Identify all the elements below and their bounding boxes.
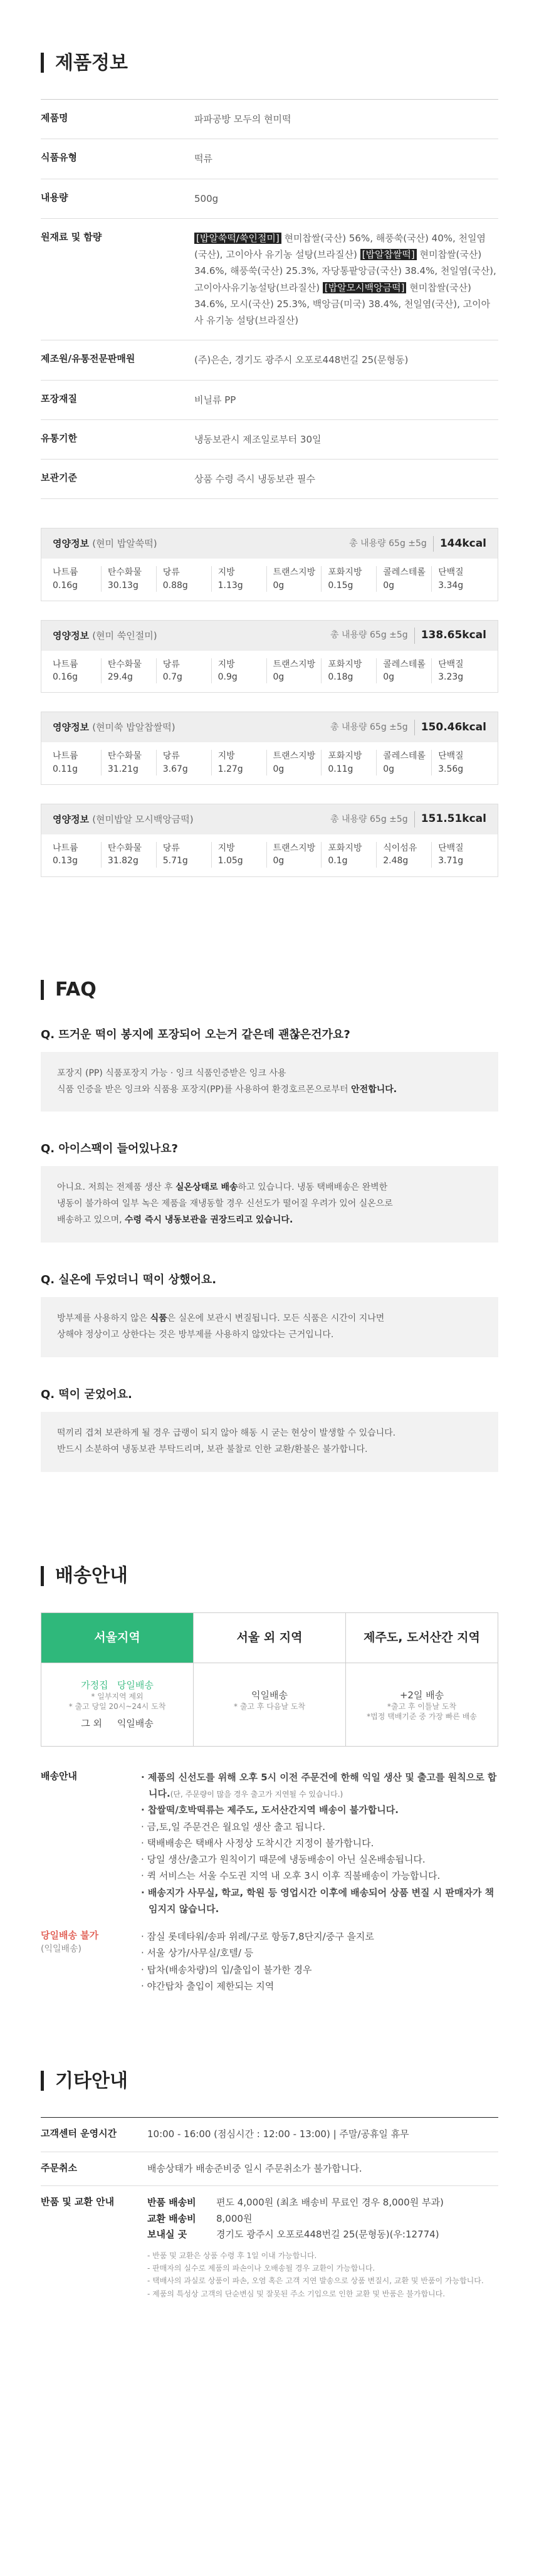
nutrient-cell <box>321 566 376 592</box>
nutrient-value: 0.15g <box>328 580 353 591</box>
note-line: - 판매자의 실수로 제품의 파손이나 오배송될 경우 교환이 가능합니다. <box>147 2263 375 2273</box>
nutrient-cell <box>431 566 486 592</box>
nutrient-cell <box>431 658 486 684</box>
nutrition-header <box>41 528 498 559</box>
nutrient-name: 단백질 <box>438 567 464 578</box>
row-label: 제품명 <box>41 112 68 124</box>
faq-item <box>41 1386 498 1472</box>
nutrient-cell <box>321 842 376 868</box>
nutrient-value: 1.05g <box>217 856 243 866</box>
answer-text: 방부제를 사용하지 않은 <box>57 1313 150 1324</box>
nutrient-name: 나트륨 <box>53 567 78 578</box>
kcal-value: 144kcal <box>433 536 486 552</box>
nutrient-name: 지방 <box>217 567 235 578</box>
row-label: 제조원/유통전문판매원 <box>41 353 135 365</box>
return-value: 8,000원 <box>216 2212 253 2224</box>
nutrition-label: 영양정보 <box>53 538 89 549</box>
section-title <box>41 50 498 75</box>
title-bar <box>41 2071 44 2091</box>
nutrient-name: 지방 <box>217 843 235 854</box>
shipping-col-head: 서울 외 지역 <box>194 1613 345 1663</box>
nutrition-title <box>53 537 157 551</box>
total-amount: 총 내용량 65g ±5g <box>330 814 408 824</box>
section-title <box>41 2068 498 2093</box>
shipping-note: * 출고 후 다음날 도착 <box>234 1702 305 1711</box>
nutrient-name: 단백질 <box>438 659 464 670</box>
nutrient-cell <box>156 566 211 592</box>
nutrient-cell <box>101 658 156 684</box>
nutrient-value: 3.71g <box>438 856 464 866</box>
table-row <box>41 2152 498 2187</box>
row-label: 식품유형 <box>41 152 77 164</box>
answer-line <box>57 1311 482 1327</box>
return-value: 경기도 광주시 오포로448번길 25(문형동)(우:12774) <box>216 2229 439 2241</box>
nutrient-name: 식이섬유 <box>383 843 417 854</box>
nutrient-name: 탄수화물 <box>107 659 142 670</box>
nutrient-value: 0.16g <box>53 672 78 683</box>
ingredient-text: 현미찹쌀(국산) 34.6%, 해풍쑥(국산) 25.3%, 자당통팥앙금(국산) 38.4%, 천일염(국산), 고이아사유기농설탕(브라질산) <box>194 249 496 293</box>
nutrition-product: (현미 밥알쑥떡) <box>92 538 157 549</box>
ingredient-text: 현미찹쌀(국산) 56%, 해풍쑥(국산) 40%, 천일염(국산), 고이아사 유기농 설탕(브라질산) <box>194 232 486 260</box>
row-value: 배송상태가 배송준비중 일시 주문취소가 불가합니다. <box>147 2162 362 2174</box>
shipping-method: 익일배송 <box>117 1718 154 1730</box>
nutrient-cell <box>376 566 431 592</box>
shipping-note: *법정 택배기준 중 가장 빠른 배송 <box>367 1711 477 1721</box>
nutrient-value: 0g <box>273 672 285 683</box>
answer-line: 상해야 정상이고 상한다는 것은 방부제를 사용하지 않았다는 근거입니다. <box>57 1329 334 1340</box>
row-value: (주)은손, 경기도 광주시 오포로448번길 25(문형동) <box>194 354 409 366</box>
list-item: · 서울 상가/사무실/호텔/ 등 <box>141 1947 254 1959</box>
section-title <box>41 1564 498 1589</box>
nutrient-value: 1.27g <box>217 764 243 774</box>
row-label: 원재료 및 함량 <box>41 231 102 243</box>
answer-line: 포장지 (PP) 식품포장지 가능 · 잉크 식품인증받은 잉크 사용 <box>57 1068 286 1078</box>
shipping-type: 가정집 <box>81 1679 108 1691</box>
answer-line: 냉동이 불가하여 일부 녹은 제품을 재냉동할 경우 신선도가 떨어질 우려가 있어 실온으로 <box>57 1199 393 1209</box>
nutrient-value: 0.11g <box>53 764 78 774</box>
faq-question: Q. 뜨거운 떡이 봉지에 포장되어 오는거 같은데 괜찮은건가요? <box>41 1028 350 1041</box>
faq-item <box>41 1026 498 1112</box>
faq-answer <box>41 1297 498 1357</box>
nutrition-box <box>41 712 498 785</box>
shipping-info <box>41 1769 498 1994</box>
title-bar <box>41 980 44 1000</box>
nutrient-name: 콜레스테롤 <box>383 567 426 578</box>
nutrient-cell <box>53 566 101 592</box>
answer-line: 반드시 소분하여 냉동보관 부탁드리며, 보관 불찰로 인한 교환/환불은 불가합니다. <box>57 1444 368 1454</box>
faq-title: FAQ <box>55 979 97 1001</box>
note-line: - 반품 및 교환은 상품 수령 후 1일 이내 가능합니다. <box>147 2251 317 2260</box>
title-bar <box>41 53 44 73</box>
nutrition-product: (현미밥알 모시백앙금떡) <box>92 813 194 825</box>
nutrient-cell <box>266 658 322 684</box>
same-day-label: 당일배송 불가 <box>41 1930 99 1942</box>
shipping-col-body <box>194 1663 345 1727</box>
answer-text: 아니요. 저희는 전제품 생산 후 <box>57 1182 175 1193</box>
nutrient-name: 포화지방 <box>328 567 362 578</box>
faq-question: Q. 실온에 두었더니 떡이 상했어요. <box>41 1273 217 1287</box>
nutrition-header <box>41 621 498 651</box>
nutrient-value: 0.88g <box>162 580 188 591</box>
nutrient-cell <box>431 750 486 775</box>
nutrient-cell <box>376 658 431 684</box>
shipping-method: 당일배송 <box>117 1679 154 1691</box>
total-amount: 총 내용량 65g ±5g <box>330 722 408 732</box>
row-value: 500g <box>194 192 219 204</box>
section-title <box>41 977 498 1002</box>
nutrition-header <box>41 712 498 742</box>
answer-line <box>57 1212 482 1229</box>
nutrient-value: 0g <box>383 764 395 774</box>
answer-emphasis: 수령 즉시 냉동보관을 권장드리고 있습니다. <box>125 1215 293 1226</box>
row-value: 10:00 - 16:00 (점심시간 : 12:00 - 13:00) | 주말/공휴일 휴무 <box>147 2128 409 2140</box>
nutrient-name: 탄수화물 <box>107 567 142 578</box>
nutrient-name: 지방 <box>217 751 235 762</box>
nutrient-value: 2.48g <box>383 856 409 866</box>
info-label: 배송안내 <box>41 1770 77 1782</box>
answer-line <box>57 1082 482 1098</box>
nutrition-grid <box>41 559 498 601</box>
shipping-line <box>48 1716 187 1731</box>
return-line <box>147 2211 498 2227</box>
answer-emphasis: 안전합니다. <box>351 1084 397 1095</box>
nutrient-name: 나트륨 <box>53 751 78 762</box>
return-line <box>147 2195 498 2211</box>
nutrient-cell <box>101 842 156 868</box>
nutrient-name: 콜레스테롤 <box>383 659 426 670</box>
table-row <box>41 2186 498 2309</box>
title-bar <box>41 1566 44 1586</box>
nutrient-value: 3.34g <box>438 580 464 591</box>
nutrient-cell <box>266 750 322 775</box>
row-value: 파파공방 모두의 현미떡 <box>194 113 291 125</box>
row-label: 반품 및 교환 안내 <box>41 2196 115 2208</box>
nutrient-value: 0g <box>273 856 285 866</box>
nutrient-value: 0.11g <box>328 764 353 774</box>
faq-question: Q. 떡이 굳었어요. <box>41 1387 132 1401</box>
nutrient-name: 탄수화물 <box>107 843 142 854</box>
list-item <box>141 1769 498 1802</box>
nutrient-cell <box>156 750 211 775</box>
ingredients-value <box>194 230 498 329</box>
faq-item <box>41 1140 498 1243</box>
nutrient-value: 0g <box>273 580 285 591</box>
list-item <box>141 1802 498 1818</box>
nutrition-grid <box>41 651 498 693</box>
shipping-section <box>0 1501 539 1994</box>
nutrient-name: 트랜스지방 <box>273 567 316 578</box>
nutrient-cell <box>376 842 431 868</box>
answer-text: 은 실온에 보관시 변질됩니다. 모든 식품은 시간이 지나면 <box>167 1313 385 1324</box>
nutrition-label: 영양정보 <box>53 813 89 825</box>
faq-answer <box>41 1166 498 1243</box>
nutrient-value: 31.21g <box>107 764 139 774</box>
shipping-col-jeju <box>345 1613 498 1746</box>
table-row <box>41 139 498 179</box>
product-info-section <box>0 0 539 877</box>
nutrient-cell <box>376 750 431 775</box>
faq-answer <box>41 1412 498 1472</box>
row-label: 보관기준 <box>41 472 77 483</box>
row-label: 포장재질 <box>41 392 77 404</box>
table-row <box>41 420 498 460</box>
shipping-note: *출고 후 이틀날 도착 <box>387 1702 457 1711</box>
return-value: 편도 4,000원 (최초 배송비 무료인 경우 8,000원 부과) <box>216 2197 444 2209</box>
shipping-method: 익일배송 <box>251 1689 288 1701</box>
nutrient-value: 0.13g <box>53 856 78 866</box>
nutrient-cell <box>431 842 486 868</box>
nutrition-title <box>53 629 157 643</box>
nutrient-name: 트랜스지방 <box>273 843 316 854</box>
faq-section <box>0 896 539 1472</box>
nutrient-name: 당류 <box>162 567 180 578</box>
nutrient-cell <box>156 658 211 684</box>
nutrient-name: 트랜스지방 <box>273 659 316 670</box>
nutrient-cell <box>266 842 322 868</box>
nutrition-list <box>41 528 498 876</box>
total-amount: 총 내용량 65g ±5g <box>349 538 427 549</box>
list-item: · 탑차(배송차량)의 입/출입이 불가한 경우 <box>141 1964 312 1975</box>
shipping-note: * 출고 당일 20시~24시 도착 <box>68 1701 166 1711</box>
nutrient-value: 0.9g <box>217 672 238 683</box>
answer-text: 식품 인증을 받은 잉크와 식품용 포장지(PP)를 사용하여 환경호르몬으로부터 <box>57 1084 352 1095</box>
nutrition-total <box>349 536 486 552</box>
table-row <box>41 460 498 499</box>
nutrient-cell <box>53 750 101 775</box>
nutrient-cell <box>321 658 376 684</box>
shipping-col-head: 제주도, 도서산간 지역 <box>346 1613 498 1663</box>
nutrient-name: 당류 <box>162 843 180 854</box>
faq-answer <box>41 1052 498 1112</box>
shipping-title: 배송안내 <box>55 1565 128 1587</box>
info-note: (단, 주문량이 많을 경우 출고가 지연될 수 있습니다.) <box>170 1790 343 1799</box>
nutrient-name: 포화지방 <box>328 751 362 762</box>
kcal-value: 150.46kcal <box>414 720 486 736</box>
nutrition-title <box>53 720 175 735</box>
shipping-type: 그 외 <box>81 1718 102 1730</box>
table-row <box>41 381 498 420</box>
answer-text: 배송하고 있으며, <box>57 1215 125 1226</box>
nutrition-total <box>330 811 486 828</box>
nutrition-label: 영양정보 <box>53 722 89 733</box>
etc-section <box>0 2006 539 2334</box>
nutrition-label: 영양정보 <box>53 629 89 641</box>
shipping-info-row <box>41 1769 498 1917</box>
shipping-col-outside-seoul <box>193 1613 345 1746</box>
nutrient-value: 31.82g <box>107 856 139 866</box>
row-value: 떡류 <box>194 153 212 165</box>
nutrient-cell <box>53 658 101 684</box>
shipping-line <box>48 1678 187 1693</box>
table-row <box>41 219 498 341</box>
kcal-value: 151.51kcal <box>414 811 486 828</box>
nutrient-cell <box>156 842 211 868</box>
nutrient-value: 0.7g <box>162 672 182 683</box>
list-item: · 야간탑차 출입이 제한되는 지역 <box>141 1980 275 1992</box>
nutrient-name: 나트륨 <box>53 843 78 854</box>
shipping-col-head: 서울지역 <box>41 1613 193 1663</box>
shipping-col-body <box>346 1663 498 1737</box>
nutrient-value: 0g <box>273 764 285 774</box>
nutrient-cell <box>211 566 266 592</box>
nutrient-cell <box>211 658 266 684</box>
answer-emphasis: 식품 <box>150 1313 167 1324</box>
row-value: 비닐류 PP <box>194 394 236 406</box>
shipping-note: * 일부지역 제외 <box>91 1692 144 1701</box>
nutrient-value: 5.71g <box>162 856 188 866</box>
shipping-col-body <box>41 1663 193 1746</box>
nutrient-name: 트랜스지방 <box>273 751 316 762</box>
nutrition-product: (현미 쑥인절미) <box>92 629 157 641</box>
nutrient-name: 당류 <box>162 751 180 762</box>
nutrient-value: 0.18g <box>328 672 353 683</box>
nutrient-value: 1.13g <box>217 580 243 591</box>
table-row <box>41 2118 498 2152</box>
nutrient-value: 3.56g <box>438 764 464 774</box>
nutrient-cell <box>321 750 376 775</box>
etc-table <box>41 2117 498 2309</box>
return-key: 보내실 곳 <box>147 2229 187 2241</box>
nutrition-header <box>41 804 498 834</box>
shipping-info-row <box>41 1928 498 1994</box>
nutrition-total <box>330 628 486 644</box>
nutrition-grid <box>41 834 498 876</box>
answer-line: 떡끼리 겹쳐 보관하게 될 경우 급랭이 되지 않아 해동 시 굳는 현상이 발생할 수 있습니다. <box>57 1427 396 1438</box>
note-line: - 택배사의 과실로 상품이 파손, 오염 혹은 고객 지연 발송으로 상품 변질시, 교환 및 반품이 가능합니다. <box>147 2276 484 2286</box>
nutrition-title <box>53 812 194 827</box>
answer-text: 하고 있습니다. 냉동 택배배송은 완벽한 <box>238 1182 388 1193</box>
nutrient-name: 단백질 <box>438 843 464 854</box>
return-key: 교환 배송비 <box>147 2212 196 2224</box>
nutrient-cell <box>266 566 322 592</box>
nutrient-name: 단백질 <box>438 751 464 762</box>
ingredient-tag: [밥알쑥떡/쑥인절미] <box>194 233 281 244</box>
nutrient-value: 0g <box>383 672 395 683</box>
table-row <box>41 179 498 219</box>
nutrient-value: 0.16g <box>53 580 78 591</box>
list-item: · 택배배송은 택배사 사정상 도착시간 지정이 불가합니다. <box>141 1837 374 1849</box>
product-info-table <box>41 99 498 499</box>
nutrient-cell <box>211 842 266 868</box>
return-line <box>147 2227 498 2243</box>
kcal-value: 138.65kcal <box>414 628 486 644</box>
nutrient-name: 당류 <box>162 659 180 670</box>
list-item <box>141 1885 498 1918</box>
list-item: · 금,토,일 주문건은 월요일 생산 출고 됩니다. <box>141 1821 326 1832</box>
info-list <box>141 1769 498 1917</box>
answer-line <box>57 1180 482 1196</box>
same-day-sub: (익일배송) <box>41 1943 82 1954</box>
total-amount: 총 내용량 65g ±5g <box>330 630 408 641</box>
nutrition-box <box>41 528 498 601</box>
nutrient-name: 나트륨 <box>53 659 78 670</box>
ingredient-tag: [밥알찹쌀떡] <box>360 249 417 260</box>
nutrition-box <box>41 620 498 693</box>
info-text: · 제품의 신선도를 위해 오후 5시 이전 주문건에 한해 익일 생산 및 출고를 원칙으로 합니다. <box>141 1771 497 1800</box>
list-item: · 퀵 서비스는 서울 수도권 지역 내 오후 3시 이후 직불배송이 가능합니다. <box>141 1870 441 1882</box>
nutrition-total <box>330 720 486 736</box>
shipping-col-seoul <box>41 1613 193 1746</box>
product-info-title: 제품정보 <box>55 51 128 74</box>
return-notes <box>147 2249 498 2301</box>
nutrient-name: 탄수화물 <box>107 751 142 762</box>
nutrition-box <box>41 804 498 877</box>
nutrient-value: 3.23g <box>438 672 464 683</box>
info-text: · 배송지가 사무실, 학교, 학원 등 영업시간 이후에 배송되어 상품 변질 시 판매자가 책임지지 않습니다. <box>141 1886 495 1915</box>
nutrient-value: 0.1g <box>328 856 348 866</box>
row-value: 상품 수령 즉시 냉동보관 필수 <box>194 473 315 485</box>
info-label <box>41 1928 141 1994</box>
note-line: - 제품의 특성상 고객의 단순변심 및 잘못된 주소 기입으로 인한 교환 및 반품은 불가합니다. <box>147 2289 446 2298</box>
faq-item <box>41 1271 498 1357</box>
row-label: 고객센터 운영시간 <box>41 2128 117 2140</box>
nutrient-cell <box>101 566 156 592</box>
nutrient-cell <box>211 750 266 775</box>
nutrient-name: 포화지방 <box>328 659 362 670</box>
return-info <box>147 2195 498 2300</box>
nutrient-cell <box>101 750 156 775</box>
etc-title: 기타안내 <box>55 2069 128 2092</box>
nutrient-name: 콜레스테롤 <box>383 751 426 762</box>
shipping-table <box>41 1612 498 1747</box>
row-value: 냉동보관시 제조일로부터 30일 <box>194 433 322 445</box>
table-row <box>41 100 498 139</box>
nutrition-grid <box>41 742 498 784</box>
faq-question: Q. 아이스팩이 들어있나요? <box>41 1142 178 1156</box>
row-label: 유통기한 <box>41 432 77 444</box>
ingredient-tag: [밥알모시백앙금떡] <box>323 282 407 293</box>
shipping-method: +2일 배송 <box>399 1689 444 1701</box>
info-list <box>141 1928 498 1994</box>
row-label: 내용량 <box>41 191 68 203</box>
info-text: · 찹쌀떡/호박떡류는 제주도, 도서산간지역 배송이 불가합니다. <box>141 1804 399 1816</box>
answer-emphasis: 실온상태로 배송 <box>175 1182 238 1193</box>
nutrient-value: 0g <box>383 580 395 591</box>
return-key: 반품 배송비 <box>147 2197 196 2209</box>
nutrient-value: 30.13g <box>107 580 139 591</box>
table-row <box>41 340 498 380</box>
nutrient-name: 포화지방 <box>328 843 362 854</box>
list-item: · 잠실 롯데타워/송파 위례/구로 항동7,8단지/중구 을지로 <box>141 1931 374 1943</box>
list-item: · 당일 생산/출고가 원칙이기 때문에 냉동배송이 아닌 실온배송됩니다. <box>141 1854 426 1866</box>
nutrient-value: 29.4g <box>107 672 133 683</box>
nutrient-cell <box>53 842 101 868</box>
nutrient-value: 3.67g <box>162 764 188 774</box>
row-label: 주문취소 <box>41 2162 77 2174</box>
ingredient-text: 현미찹쌀(국산) 34.6%, 모시(국산) 25.3%, 백앙금(미국) 38.4%, 천일염(국산), 고이아사 유기농 설탕(브라질산) <box>194 281 491 326</box>
nutrient-name: 지방 <box>217 659 235 670</box>
nutrition-product: (현미쑥 밥알찹쌀떡) <box>92 722 175 733</box>
